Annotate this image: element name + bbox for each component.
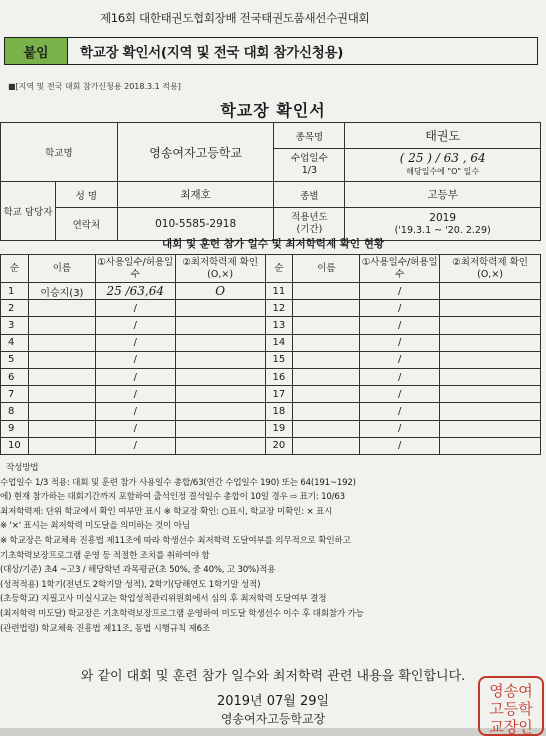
cell-no: 6 bbox=[1, 368, 29, 385]
cell-check bbox=[175, 386, 265, 403]
cell-no: 13 bbox=[265, 317, 293, 334]
cell-check bbox=[175, 368, 265, 385]
table-row bbox=[1, 420, 541, 437]
issue-date: 2019년 07월 29일 bbox=[216, 694, 330, 709]
class-days-note: 해당일수에 "O" 일수 bbox=[406, 167, 480, 176]
cell-days: / bbox=[95, 317, 175, 334]
class-days-label-line2: 1/3 bbox=[301, 165, 318, 176]
school-name: 영송여자고등학교 bbox=[117, 123, 274, 182]
header-days: ①사용일수/허용일수 bbox=[95, 255, 175, 283]
cell-days: / bbox=[360, 317, 440, 334]
instruction-line: ※ '×' 표시는 최저학력 미도달을 의미하는 것이 아님 bbox=[0, 521, 190, 532]
cell-no: 17 bbox=[265, 386, 293, 403]
section-title: 대회 및 훈련 참가 일수 및 최저학력제 확인 현황 bbox=[162, 238, 384, 250]
class-days-label-line1: 수업일수 bbox=[291, 153, 328, 164]
cell-days: / bbox=[360, 437, 440, 454]
cell-check bbox=[440, 300, 541, 317]
table-row bbox=[1, 300, 541, 317]
cell-check bbox=[440, 403, 541, 420]
cell-check bbox=[175, 403, 265, 420]
cell-no: 12 bbox=[265, 300, 293, 317]
cell-name bbox=[28, 386, 95, 403]
cell-name bbox=[293, 386, 360, 403]
cell-no: 15 bbox=[265, 351, 293, 368]
class-days-value: ( 25 ) / 63 , 64 bbox=[399, 151, 486, 165]
cell-name bbox=[293, 351, 360, 368]
instruction-line: (대상/기준) 초4 ~고3 / 해당학년 과목평균(초 50%, 중 40%, 고 30%)적용 bbox=[0, 565, 276, 576]
cell-name bbox=[28, 334, 95, 351]
cell-check bbox=[440, 386, 541, 403]
cell-name bbox=[293, 420, 360, 437]
name-value: 최재호 bbox=[117, 182, 274, 208]
school-seal: 영송여 고등학 교장인 bbox=[478, 676, 544, 736]
cell-name bbox=[28, 368, 95, 385]
instruction-line: (성적적용) 1학기(전년도 2학기말 성적), 2학기(당해연도 1학기말 성적) bbox=[0, 579, 261, 590]
cell-check bbox=[440, 368, 541, 385]
cell-days: / bbox=[95, 300, 175, 317]
cell-check bbox=[440, 334, 541, 351]
cell-days: / bbox=[95, 351, 175, 368]
cell-days: / bbox=[95, 334, 175, 351]
cell-check bbox=[175, 351, 265, 368]
header-check: ②최저학력제 확인(O,×) bbox=[440, 255, 541, 283]
cell-check bbox=[440, 437, 541, 454]
instruction-line: 기초학력보장프로그램 운영 등 적절한 조치를 취하여야 함 bbox=[0, 550, 210, 561]
table-row bbox=[1, 351, 541, 368]
table-row bbox=[1, 386, 541, 403]
cell-name bbox=[28, 351, 95, 368]
form-note: ■[지역 및 전국 대회 참가신청용 2018.3.1 적용] bbox=[8, 82, 181, 91]
table-row bbox=[1, 368, 541, 385]
instructions bbox=[0, 461, 546, 636]
cell-days: / bbox=[95, 368, 175, 385]
cell-days: / bbox=[95, 420, 175, 437]
table-row bbox=[1, 317, 541, 334]
instruction-line: ※ 학교장은 학교체육 진흥법 제11조에 따라 학생선수 최저학력 도달여부를 의무적으로 확인하고 bbox=[0, 535, 351, 546]
header-no: 순 bbox=[1, 255, 29, 283]
cell-no: 2 bbox=[1, 300, 29, 317]
cell-name bbox=[293, 300, 360, 317]
participation-table bbox=[0, 254, 541, 455]
cell-check: O bbox=[175, 283, 265, 300]
cell-check bbox=[175, 334, 265, 351]
instruction-line: 수업일수 1/3 적용: 대회 및 훈련 참가 사용일수 총합/63(연간 수업일수 190) 또는 64(191~192) bbox=[0, 477, 356, 488]
cell-name bbox=[28, 437, 95, 454]
cell-days: / bbox=[360, 334, 440, 351]
cell-name bbox=[293, 317, 360, 334]
cell-check bbox=[175, 300, 265, 317]
instruction-line: (초등학교) 지필고사 미실시교는 학업성적관리위원회에서 심의 후 최저학력 도달여부 결정 bbox=[0, 594, 327, 605]
cell-check bbox=[175, 420, 265, 437]
header-days: ①사용일수/허용일수 bbox=[360, 255, 440, 283]
header-check: ②최저학력제 확인(O,×) bbox=[175, 255, 265, 283]
division-value: 고등부 bbox=[345, 182, 541, 208]
name-label: 성 명 bbox=[55, 182, 117, 208]
table-row bbox=[1, 334, 541, 351]
cell-check bbox=[175, 317, 265, 334]
cell-no: 9 bbox=[1, 420, 29, 437]
main-title: 학교장 확인서 bbox=[220, 101, 326, 120]
cell-name: 이승지(3) bbox=[28, 283, 95, 300]
cell-name bbox=[28, 420, 95, 437]
instruction-line: (최저학력 미도달) 학교장은 기초학력보장프로그램 운영하여 미도달 학생선수 이수 후 대회참가 가능 bbox=[0, 608, 364, 619]
year-period: ('19.3.1 ~ '20. 2.29) bbox=[394, 224, 491, 236]
instruction-line: 에) 현재 참가하는 대회기간까지 포함하여 출석인정 결석일수 총합이 10일 경우 ⇨ 표기: 10/63 bbox=[0, 492, 345, 503]
year-label-line2: (기간) bbox=[296, 224, 323, 235]
cell-name bbox=[293, 334, 360, 351]
cell-no: 14 bbox=[265, 334, 293, 351]
contact-label: 연락처 bbox=[55, 208, 117, 241]
cell-days: / bbox=[95, 386, 175, 403]
contact-value: 010-5585-2918 bbox=[117, 208, 274, 241]
cell-name bbox=[28, 317, 95, 334]
cell-days: / bbox=[360, 420, 440, 437]
cell-no: 10 bbox=[1, 437, 29, 454]
cell-check bbox=[440, 351, 541, 368]
school-label: 학교명 bbox=[1, 123, 118, 182]
cell-check bbox=[440, 420, 541, 437]
cell-no: 16 bbox=[265, 368, 293, 385]
cell-no: 4 bbox=[1, 334, 29, 351]
class-days-value-cell bbox=[345, 149, 541, 182]
cell-days: / bbox=[360, 351, 440, 368]
cell-no: 11 bbox=[265, 283, 293, 300]
year-label-line1: 적용년도 bbox=[291, 212, 328, 223]
attachment-tag: 붙임 bbox=[5, 38, 68, 64]
cell-no: 8 bbox=[1, 403, 29, 420]
document-header bbox=[4, 37, 538, 65]
cell-no: 3 bbox=[1, 317, 29, 334]
cell-name bbox=[28, 403, 95, 420]
table-row bbox=[1, 283, 541, 300]
event-title: 제16회 대한태권도협회장배 전국태권도품새선수권대회 bbox=[100, 11, 370, 25]
cell-check bbox=[440, 283, 541, 300]
table-row bbox=[1, 403, 541, 420]
instruction-line: 작성방법 bbox=[6, 463, 39, 473]
event-value: 태권도 bbox=[345, 123, 541, 149]
cell-days: / bbox=[360, 403, 440, 420]
cell-no: 1 bbox=[1, 283, 29, 300]
cell-days: 25 /63,64 bbox=[95, 283, 175, 300]
cell-days: / bbox=[360, 368, 440, 385]
header-name: 이름 bbox=[28, 255, 95, 283]
event-label: 종목명 bbox=[274, 123, 345, 149]
cell-no: 19 bbox=[265, 420, 293, 437]
cell-no: 5 bbox=[1, 351, 29, 368]
cell-no: 7 bbox=[1, 386, 29, 403]
cell-days: / bbox=[360, 300, 440, 317]
cell-no: 18 bbox=[265, 403, 293, 420]
teacher-label: 학교 담당자 bbox=[1, 182, 56, 241]
cell-days: / bbox=[360, 386, 440, 403]
cell-days: / bbox=[95, 437, 175, 454]
cell-days: / bbox=[360, 283, 440, 300]
instruction-line: (관련법령) 학교체육 진흥법 제11조, 동법 시행규칙 제6조 bbox=[0, 623, 210, 634]
division-label: 종별 bbox=[274, 182, 345, 208]
principal-name: 영송여자고등학교장 bbox=[220, 712, 326, 726]
cell-name bbox=[293, 368, 360, 385]
table-row bbox=[1, 437, 541, 454]
cell-name bbox=[28, 300, 95, 317]
cell-days: / bbox=[95, 403, 175, 420]
confirmation-text: 와 같이 대회 및 훈련 참가 일수와 최저학력 관련 내용을 확인합니다. bbox=[80, 669, 466, 684]
cell-check bbox=[175, 437, 265, 454]
instruction-line: 최저학력제: 단위 학교에서 확인 여부만 표시 ※ 학교장 확인: ○표시, 학교장 미확인: × 표시 bbox=[0, 506, 333, 517]
document-title: 학교장 확인서(지역 및 전국 대회 참가신청용) bbox=[80, 45, 344, 61]
header-name: 이름 bbox=[293, 255, 360, 283]
cell-name bbox=[293, 403, 360, 420]
cell-no: 20 bbox=[265, 437, 293, 454]
year-value: 2019 bbox=[429, 211, 457, 224]
cell-check bbox=[440, 317, 541, 334]
table-header-row bbox=[1, 255, 541, 283]
cell-name bbox=[293, 283, 360, 300]
header-no: 순 bbox=[265, 255, 293, 283]
school-info-table bbox=[0, 122, 541, 241]
cell-name bbox=[293, 437, 360, 454]
class-days-label bbox=[274, 149, 345, 182]
